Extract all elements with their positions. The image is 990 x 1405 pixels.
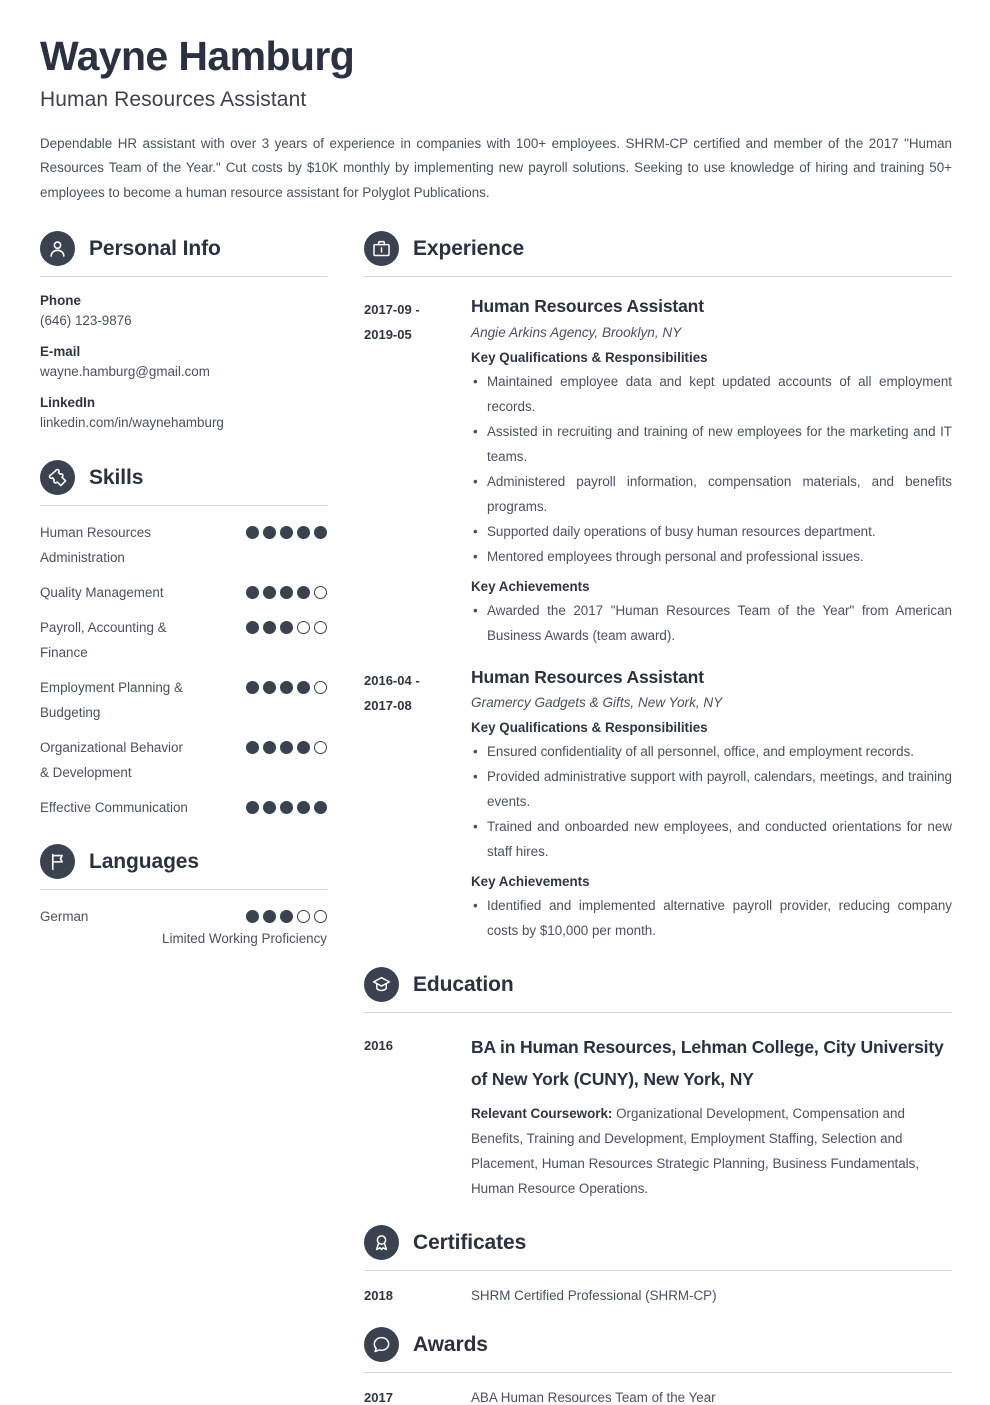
award-date: 2017 xyxy=(364,1390,393,1405)
education-divider xyxy=(364,1012,952,1013)
experience-company: Angie Arkins Agency, Brooklyn, NY xyxy=(471,324,682,340)
candidate-name: Wayne Hamburg xyxy=(40,33,355,79)
skill-name: Payroll, Accounting & Finance xyxy=(40,620,167,661)
rating-dot-filled xyxy=(263,621,276,634)
rating-dot-filled xyxy=(314,526,327,539)
languages-list xyxy=(40,904,327,946)
rating-dot-filled xyxy=(280,741,293,754)
resume-header xyxy=(40,34,952,205)
skill-name: Human Resources Administration xyxy=(40,525,151,566)
experience-divider xyxy=(364,276,952,277)
rating-dot-filled xyxy=(263,741,276,754)
awards-heading xyxy=(364,1327,952,1362)
education-degree: BA in Human Resources, Lehman College, City University of New York (CUNY), New York, NY xyxy=(471,1037,944,1090)
qualification-item: • Provided administrative support with payroll, calendars, meetings, and training events. xyxy=(471,764,952,814)
experience-entry xyxy=(364,295,952,647)
qualification-item: • Administered payroll information, compensation materials, and benefits programs. xyxy=(471,469,952,519)
section-skills xyxy=(40,460,327,820)
linkedin-value: linkedin.com/in/waynehamburg xyxy=(40,415,224,431)
coursework-label: Relevant Coursework: xyxy=(471,1106,613,1122)
certificate-entry xyxy=(364,1288,952,1303)
qualifications-list xyxy=(471,369,952,569)
qualification-item: • Ensured confidentiality of all personnel, office, and employment records. xyxy=(471,739,952,764)
awards-divider xyxy=(364,1372,952,1373)
rating-dots xyxy=(246,580,327,599)
rating-dots xyxy=(246,520,327,539)
rating-dot-filled xyxy=(263,801,276,814)
rating-dot-filled xyxy=(246,586,259,599)
qualifications-heading: Key Qualifications & Responsibilities xyxy=(471,349,708,365)
rating-dots xyxy=(246,795,327,814)
rating-dot-empty xyxy=(314,910,327,923)
resume-columns xyxy=(40,231,952,1405)
rating-dot-empty xyxy=(314,741,327,754)
achievements-heading: Key Achievements xyxy=(471,874,590,890)
achievement-item: • Awarded the 2017 "Human Resources Team of the Year" from American Business Awards (team award). xyxy=(471,598,952,648)
section-personal-info xyxy=(40,231,327,430)
experience-date: 2017-09 - 2019-05 xyxy=(364,302,420,343)
certificate-text: SHRM Certified Professional (SHRM-CP) xyxy=(471,1288,717,1304)
rating-dot-filled xyxy=(297,801,310,814)
personal-info-field-email xyxy=(40,344,327,379)
personal-info-title: Personal Info xyxy=(89,236,221,260)
skills-title: Skills xyxy=(89,465,144,489)
left-column xyxy=(40,231,327,1405)
achievements-list xyxy=(471,598,952,648)
education-coursework xyxy=(471,1101,952,1201)
rating-dot-filled xyxy=(280,681,293,694)
rating-dot-filled xyxy=(280,586,293,599)
award-text: ABA Human Resources Team of the Year xyxy=(471,1390,716,1405)
rating-dot-filled xyxy=(263,910,276,923)
experience-date: 2016-04 - 2017-08 xyxy=(364,672,420,713)
skill-row xyxy=(40,675,327,725)
section-experience xyxy=(364,231,952,943)
section-certificates xyxy=(364,1225,952,1303)
phone-label: Phone xyxy=(40,293,81,309)
briefcase-icon xyxy=(364,231,399,266)
experience-job-title: Human Resources Assistant xyxy=(471,296,704,317)
rating-dot-empty xyxy=(314,621,327,634)
rating-dots xyxy=(246,675,327,694)
education-heading xyxy=(364,967,952,1002)
coursework-text: Organizational Development, Compensation and Benefits, Training and Development, Employment Staffing, Selection and Placement, Human Resources Strategic Planning, Business Fundamentals, Human Resource Operations. xyxy=(471,1106,920,1197)
experience-company: Gramercy Gadgets & Gifts, New York, NY xyxy=(471,695,723,711)
rating-dot-filled xyxy=(314,801,327,814)
rating-dot-filled xyxy=(246,681,259,694)
skill-name: Quality Management xyxy=(40,585,164,601)
achievement-item: • Identified and implemented alternative payroll provider, reducing company costs by $10,000 per month. xyxy=(471,893,952,943)
certificates-title: Certificates xyxy=(413,1230,527,1254)
section-languages xyxy=(40,844,327,946)
language-name: German xyxy=(40,909,89,925)
rating-dot-filled xyxy=(246,741,259,754)
education-title: Education xyxy=(413,972,514,996)
puzzle-piece-icon xyxy=(40,460,75,495)
personal-info-divider xyxy=(40,276,327,277)
skill-row xyxy=(40,795,327,820)
skill-row xyxy=(40,615,327,665)
award-ribbon-icon xyxy=(364,1225,399,1260)
rating-dot-filled xyxy=(263,681,276,694)
personal-info-heading xyxy=(40,231,327,266)
rating-dot-filled xyxy=(246,526,259,539)
rating-dot-empty xyxy=(297,910,310,923)
professional-summary: Dependable HR assistant with over 3 years of experience in companies with 100+ employees. SHRM-CP certified and member of the 2017 "Human Resources Team of the Year." Cut costs by $10K monthly by implementing new payroll solutions. Seeking to use knowledge of hiring and training 50+ employees to become a human resource assistant for Polyglot Publications. xyxy=(40,135,952,200)
skill-row xyxy=(40,735,327,785)
skills-heading xyxy=(40,460,327,495)
education-entry xyxy=(364,1031,952,1201)
qualification-item: • Mentored employees through personal and professional issues. xyxy=(471,544,952,569)
graduation-cap-icon xyxy=(364,967,399,1002)
rating-dot-filled xyxy=(246,910,259,923)
achievements-heading: Key Achievements xyxy=(471,578,590,594)
experience-job-title: Human Resources Assistant xyxy=(471,666,704,687)
speech-bubble-icon xyxy=(364,1327,399,1362)
experience-list xyxy=(364,295,952,943)
achievements-list xyxy=(471,893,952,943)
rating-dots xyxy=(246,735,327,754)
experience-heading xyxy=(364,231,952,266)
rating-dot-filled xyxy=(280,910,293,923)
experience-entry xyxy=(364,666,952,943)
skill-row xyxy=(40,580,327,605)
email-label: E-mail xyxy=(40,344,81,360)
language-row xyxy=(40,904,327,929)
rating-dot-empty xyxy=(314,681,327,694)
qualification-item: • Supported daily operations of busy human resources department. xyxy=(471,519,952,544)
linkedin-label: LinkedIn xyxy=(40,395,96,411)
rating-dot-filled xyxy=(280,801,293,814)
rating-dot-filled xyxy=(246,621,259,634)
skill-name: Organizational Behavior & Development xyxy=(40,740,183,781)
certificates-heading xyxy=(364,1225,952,1260)
rating-dot-empty xyxy=(314,586,327,599)
rating-dot-filled xyxy=(263,526,276,539)
qualification-item: • Maintained employee data and kept updated accounts of all employment records. xyxy=(471,369,952,419)
certificates-divider xyxy=(364,1270,952,1271)
flag-icon xyxy=(40,844,75,879)
rating-dot-filled xyxy=(246,801,259,814)
experience-title: Experience xyxy=(413,236,525,260)
languages-heading xyxy=(40,844,327,879)
section-education xyxy=(364,967,952,1201)
qualifications-heading: Key Qualifications & Responsibilities xyxy=(471,720,708,736)
education-body xyxy=(471,1031,952,1201)
rating-dot-filled xyxy=(263,586,276,599)
language-level: Limited Working Proficiency xyxy=(162,931,327,947)
personal-info-field-linkedin xyxy=(40,395,327,430)
award-entry xyxy=(364,1390,952,1405)
rating-dots xyxy=(246,904,327,923)
right-column xyxy=(364,231,952,1405)
rating-dots xyxy=(246,615,327,634)
experience-body xyxy=(471,666,952,943)
education-date: 2016 xyxy=(364,1038,393,1054)
personal-info-field-phone xyxy=(40,293,327,328)
awards-title: Awards xyxy=(413,1332,488,1356)
skills-divider xyxy=(40,505,327,506)
experience-body xyxy=(471,295,952,647)
phone-value: (646) 123-9876 xyxy=(40,313,132,329)
qualification-item: • Trained and onboarded new employees, and conducted orientations for new staff hires. xyxy=(471,814,952,864)
rating-dot-filled xyxy=(297,526,310,539)
section-awards xyxy=(364,1327,952,1405)
certificate-date: 2018 xyxy=(364,1288,393,1304)
rating-dot-filled xyxy=(297,681,310,694)
qualification-item: • Assisted in recruiting and training of new employees for the marketing and IT teams. xyxy=(471,419,952,469)
rating-dot-filled xyxy=(280,621,293,634)
skills-list xyxy=(40,520,327,820)
skill-name: Employment Planning & Budgeting xyxy=(40,680,183,721)
qualifications-list xyxy=(471,739,952,864)
candidate-job-title: Human Resources Assistant xyxy=(40,87,307,111)
skill-name: Effective Communication xyxy=(40,800,188,816)
languages-divider xyxy=(40,889,327,890)
languages-title: Languages xyxy=(89,849,199,873)
person-icon xyxy=(40,231,75,266)
skill-row xyxy=(40,520,327,570)
rating-dot-filled xyxy=(297,586,310,599)
rating-dot-filled xyxy=(280,526,293,539)
rating-dot-empty xyxy=(297,621,310,634)
email-value: wayne.hamburg@gmail.com xyxy=(40,364,210,380)
rating-dot-filled xyxy=(297,741,310,754)
